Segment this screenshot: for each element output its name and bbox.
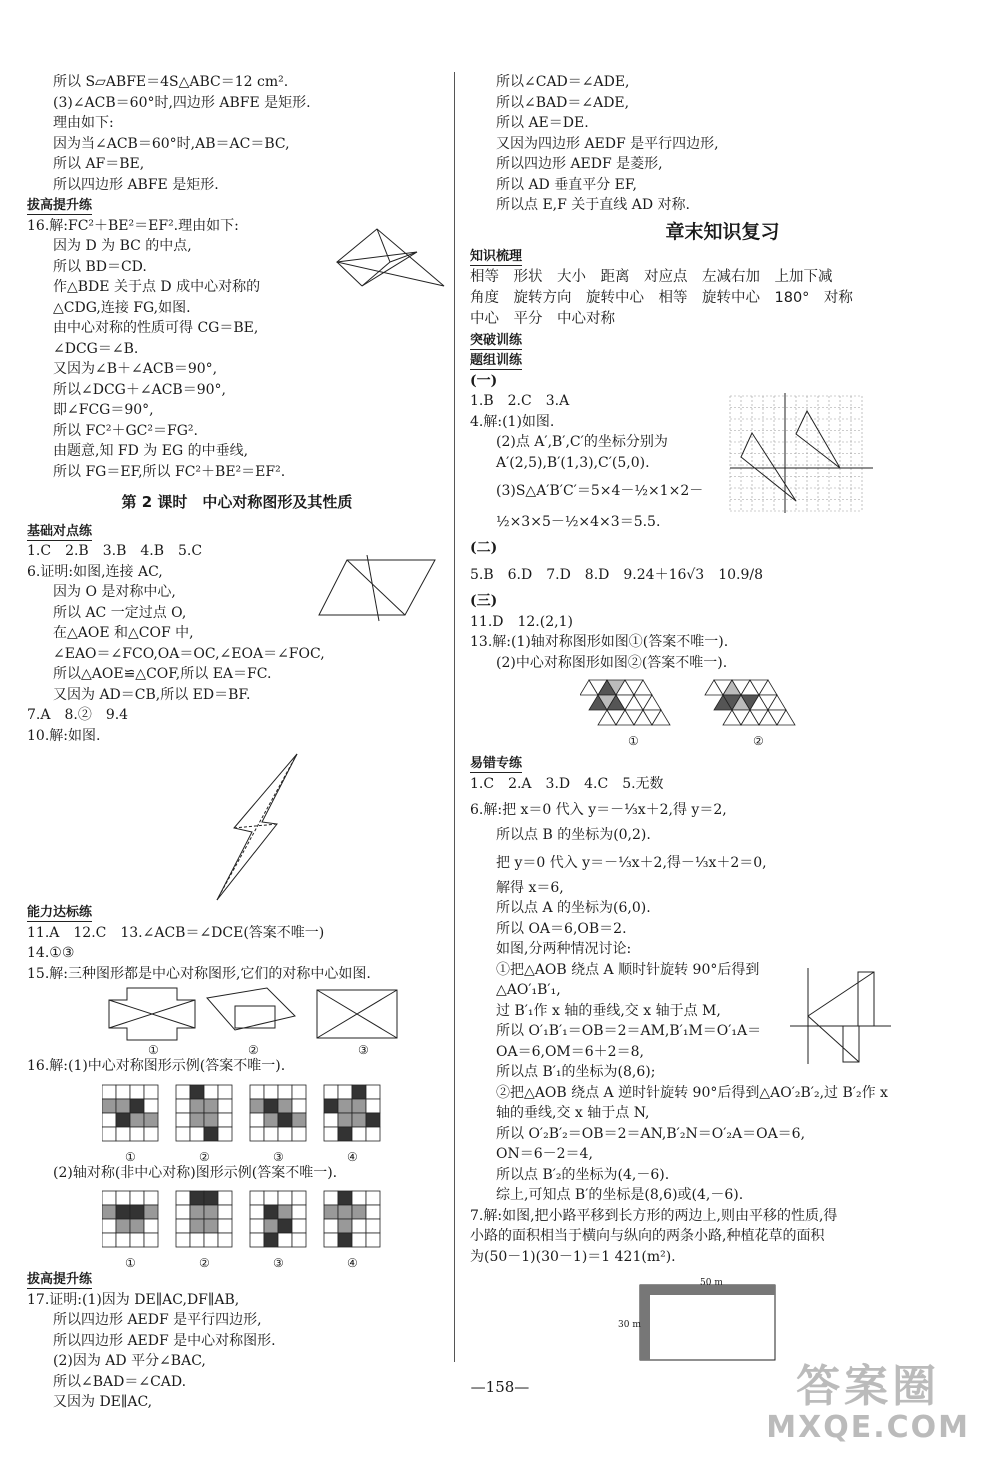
text-line: 所以 BD＝CD. <box>53 258 147 275</box>
text-line: 又因为∠B＋∠ACB＝90°, <box>53 361 218 377</box>
grid-cell <box>338 1099 352 1113</box>
grid-cell <box>324 1205 338 1219</box>
text-line: (3)S△A′B′C′＝5×4－½×1×2－ <box>496 483 704 499</box>
grid-example <box>102 1191 158 1247</box>
text-line: 5.B 6.D 7.D 8.D 9.24＋16√3 10.9/8 <box>470 566 764 583</box>
grid-examples-1 <box>102 1081 402 1145</box>
grid-cell <box>204 1099 218 1113</box>
grid-cell <box>250 1127 264 1141</box>
width-label: 50 m <box>700 1278 723 1288</box>
grid-cell <box>352 1219 366 1233</box>
text-line: 又因为四边形 AEDF 是平行四边形, <box>496 135 719 152</box>
figure-caption: ② <box>753 734 764 748</box>
text-line: 又因为 DE∥AC, <box>53 1394 153 1410</box>
grid-cell <box>102 1219 116 1233</box>
grid-example <box>250 1191 306 1247</box>
grid-cell <box>102 1205 116 1219</box>
grid-cell <box>116 1085 130 1099</box>
text-line: 所以 AE＝DE. <box>496 115 589 131</box>
grid-cell <box>144 1113 158 1127</box>
figure-caption: ③ <box>273 1256 284 1270</box>
figure-caption: ④ <box>347 1256 358 1270</box>
text-line: 又因为 AD＝CB,所以 ED＝BF. <box>53 686 251 703</box>
grid-cell <box>102 1127 116 1141</box>
right-column <box>470 72 975 1368</box>
grid-cell <box>292 1085 306 1099</box>
text-line: 所以点 B′₂的坐标为(4,－6). <box>496 1166 670 1183</box>
grid-cell <box>190 1099 204 1113</box>
text-line: (2)因为 AD 平分∠BAC, <box>53 1353 206 1369</box>
text-line: 解得 x＝6, <box>496 879 564 896</box>
grid-cell <box>250 1219 264 1233</box>
rotation-figure <box>788 966 893 1066</box>
grid-cell <box>338 1113 352 1127</box>
text-line: 所以 AD 垂直平分 EF, <box>496 176 637 193</box>
text-line: 1.B 2.C 3.A <box>470 393 570 409</box>
figure-caption: ① <box>148 1043 159 1057</box>
text-line: 15.解:三种图形都是中心对称图形,它们的对称中心如图. <box>27 965 371 982</box>
text-line: 所以点 B′₁的坐标为(8,6); <box>496 1064 656 1080</box>
grid-cell <box>116 1113 130 1127</box>
figure-caption: ③ <box>273 1149 284 1164</box>
grid-cell <box>176 1099 190 1113</box>
group-label: (二) <box>470 540 498 556</box>
grid-cell <box>366 1085 380 1099</box>
grid-cell <box>176 1219 190 1233</box>
page-number: —158— <box>470 1378 530 1396</box>
triangle-figure-16 <box>332 224 452 304</box>
text-line: 小路的面积相当于横向与纵向的两条小路,种植花草的面积 <box>470 1228 825 1244</box>
grid-cell <box>292 1127 306 1141</box>
grid-cell <box>190 1205 204 1219</box>
grid-cell <box>366 1205 380 1219</box>
section-heading: 拔高提升练 <box>27 1272 93 1287</box>
text-line: 7.解:如图,把小路平移到长方形的两边上,则由平移的性质,得 <box>470 1207 838 1224</box>
grid-cell <box>324 1099 338 1113</box>
grid-cell <box>218 1127 232 1141</box>
grid-row-2 <box>27 1183 447 1269</box>
figure-15-row <box>27 984 447 1056</box>
text-line: 综上,可知点 B′的坐标是(8,6)或(4,－6). <box>496 1187 744 1203</box>
grid-cell <box>130 1113 144 1127</box>
grid-cell <box>366 1219 380 1233</box>
errors-block <box>470 774 975 1268</box>
text-line: 所以∠BAD＝∠ADE, <box>496 94 630 111</box>
grid-cell <box>176 1113 190 1127</box>
grid-cell <box>250 1205 264 1219</box>
text-line: 1.C 2.B 3.B 4.B 5.C <box>27 543 203 559</box>
text-line: 所以△AOE≌△COF,所以 EA＝FC. <box>53 666 272 682</box>
text-line: 所以四边形 AEDF 是中心对称图形. <box>53 1332 276 1349</box>
text-line: 17.证明:(1)因为 DE∥AC,DF∥AB, <box>27 1291 240 1308</box>
grid-cell <box>190 1191 204 1205</box>
grid-cell <box>264 1085 278 1099</box>
section-heading: 易错专练 <box>470 756 523 771</box>
grid-cell <box>264 1099 278 1113</box>
grid-cell <box>218 1233 232 1247</box>
parallelogram-figure <box>317 555 442 623</box>
text-line: 11.D 12.(2,1) <box>470 613 573 630</box>
text-line: 1.C 2.A 3.D 4.C 5.无数 <box>470 775 664 792</box>
triangle-grid-figures <box>580 675 820 729</box>
grid-cell <box>130 1205 144 1219</box>
text-line: 所以 FG＝EF,所以 FC²＋BE²＝EF². <box>53 463 286 480</box>
text-line: 为(50－1)(30－1)＝1 421(m²). <box>470 1248 676 1265</box>
text-line: 7.A 8.② 9.4 <box>27 707 129 723</box>
text-line: ½×3×5－½×4×3＝5.5. <box>496 513 661 530</box>
text-line: △CDG,连接 FG,如图. <box>53 299 191 316</box>
grid-cell <box>204 1191 218 1205</box>
grid-cell <box>250 1113 264 1127</box>
text-line: ∠DCG＝∠B. <box>53 340 139 357</box>
grid-cell <box>102 1233 116 1247</box>
text-line: (2)点 A′,B′,C′的坐标分别为 <box>496 434 668 450</box>
figure-caption: ② <box>199 1256 210 1270</box>
text-line: 6.解:把 x＝0 代入 y＝－⅓x＋2,得 y＝2, <box>470 802 727 818</box>
grid-cell <box>190 1085 204 1099</box>
text-line: 因为当∠ACB＝60°时,AB＝AC＝BC, <box>53 135 290 152</box>
grid-cell <box>264 1219 278 1233</box>
lesson-title: 第 2 课时 中心对称图形及其性质 <box>121 493 353 511</box>
figure-caption: ② <box>199 1149 210 1164</box>
figure-caption: ① <box>125 1149 136 1164</box>
grid-example <box>176 1191 232 1247</box>
column-divider <box>454 72 455 1362</box>
text-line: 4.解:(1)如图. <box>470 413 555 430</box>
text-line: 作△BDE 关于点 D 成中心对称的 <box>53 279 261 295</box>
grid-cell <box>144 1233 158 1247</box>
grid-cell <box>338 1233 352 1247</box>
text-line: 所以∠CAD＝∠ADE, <box>496 74 630 90</box>
group-label: (一) <box>470 372 498 389</box>
grid-cell <box>278 1233 292 1247</box>
text-line: 11.A 12.C 13.∠ACB＝∠DCE(答案不唯一) <box>27 924 325 941</box>
text-line: 在△AOE 和△COF 中, <box>53 625 194 641</box>
text-line: 6.证明:如图,连接 AC, <box>27 563 163 580</box>
text-line: 13.解:(1)轴对称图形如图①(答案不唯一). <box>470 634 729 650</box>
text-line: 所以点 A 的坐标为(6,0). <box>496 900 651 916</box>
text-line: 所以 O′₂B′₂＝OB＝2＝AN,B′₂N＝O′₂A＝OA＝6, <box>496 1125 806 1142</box>
grid-cell <box>204 1085 218 1099</box>
grid-cell <box>144 1191 158 1205</box>
grid-example <box>324 1085 380 1141</box>
grid-cell <box>264 1233 278 1247</box>
grid-cell <box>218 1191 232 1205</box>
text-line: 所以点 B 的坐标为(0,2). <box>496 826 651 843</box>
text-line: 由题意,知 FD 为 EG 的中垂线, <box>53 443 249 459</box>
grid-cell <box>176 1127 190 1141</box>
grid-cell <box>250 1085 264 1099</box>
text-line: ①把△AOB 绕点 A 顺时针旋转 90°后得到 <box>496 961 760 978</box>
grid-cell <box>176 1085 190 1099</box>
text-line: 把 y＝0 代入 y＝－⅓x＋2,得－⅓x＋2＝0, <box>496 855 767 871</box>
text-line: △AO′₁B′₁, <box>496 982 561 998</box>
grid-cell <box>338 1127 352 1141</box>
grid-cell <box>278 1219 292 1233</box>
group-label: (三) <box>470 593 498 609</box>
grid-cell <box>292 1113 306 1127</box>
text-line: 所以∠DCG＋∠ACB＝90°, <box>53 381 226 398</box>
grid-cell <box>218 1113 232 1127</box>
grid-cell <box>116 1099 130 1113</box>
grid-cell <box>292 1205 306 1219</box>
text-line: 所以四边形 ABFE 是矩形. <box>53 176 219 193</box>
triangle-a-prime <box>796 411 840 468</box>
grid-cell <box>352 1127 366 1141</box>
grid-cell <box>324 1113 338 1127</box>
grid-cell <box>352 1205 366 1219</box>
grid-cell <box>204 1233 218 1247</box>
grid-cell <box>250 1099 264 1113</box>
grid-cell <box>102 1113 116 1127</box>
grid-cell <box>176 1205 190 1219</box>
watermark-logo: 答案圈 MXQE.COM <box>766 1361 970 1445</box>
left-column <box>27 72 447 1413</box>
text-line: 过 B′₁作 x 轴的垂线,交 x 轴于点 M, <box>496 1002 721 1019</box>
grid-cell <box>338 1205 352 1219</box>
grid-cell <box>116 1191 130 1205</box>
figure-caption: ④ <box>347 1149 358 1164</box>
grid-cell <box>352 1113 366 1127</box>
grid-cell <box>292 1099 306 1113</box>
chapter-title: 章末知识复习 <box>665 220 780 243</box>
grid-cell <box>190 1113 204 1127</box>
grid-cell <box>116 1233 130 1247</box>
grid-cell <box>102 1085 116 1099</box>
grid-cell <box>190 1219 204 1233</box>
text-line: (2)中心对称图形如图②(答案不唯一). <box>496 654 728 671</box>
grid-cell <box>324 1219 338 1233</box>
grid-cell <box>130 1219 144 1233</box>
grid-cell <box>352 1085 366 1099</box>
grid-cell <box>144 1205 158 1219</box>
grid-cell <box>204 1219 218 1233</box>
grid-cell <box>116 1219 130 1233</box>
grid-cell <box>324 1191 338 1205</box>
section-heading: 基础对点练 <box>27 523 93 539</box>
grid-cell <box>204 1205 218 1219</box>
grid-cell <box>144 1127 158 1141</box>
grid-cell <box>218 1099 232 1113</box>
grid-cell <box>130 1233 144 1247</box>
grid-cell <box>338 1085 352 1099</box>
knowledge-line: 中心 平分 中心对称 <box>470 310 615 327</box>
text-line: 由中心对称的性质可得 CG＝BE, <box>53 320 259 336</box>
grid-cell <box>190 1233 204 1247</box>
text-line: 所以 OA＝6,OB＝2. <box>496 920 627 937</box>
rectangle-figure-block <box>470 1273 975 1368</box>
figure-caption: ③ <box>358 1043 369 1057</box>
grid-cell <box>250 1233 264 1247</box>
grid-cell <box>102 1191 116 1205</box>
text-line: 16.解:FC²＋BE²＝EF².理由如下: <box>27 217 239 234</box>
grid-cell <box>218 1085 232 1099</box>
grid-cell <box>366 1191 380 1205</box>
grid-cell <box>278 1205 292 1219</box>
knowledge-line: 相等 形状 大小 距离 对应点 左减右加 上加下减 <box>470 268 833 285</box>
grid-cell <box>278 1113 292 1127</box>
grid-cell <box>116 1205 130 1219</box>
grid-cell <box>176 1233 190 1247</box>
triangle-abc <box>741 433 796 501</box>
grid-cell <box>278 1127 292 1141</box>
grid-cell <box>292 1191 306 1205</box>
grid-cell <box>292 1233 306 1247</box>
grid-cell <box>324 1127 338 1141</box>
grid-cell <box>366 1113 380 1127</box>
grid-cell <box>130 1191 144 1205</box>
text-line: 所以 FC²＋GC²＝FG². <box>53 422 198 439</box>
grid-cell <box>130 1127 144 1141</box>
text-line: 如图,分两种情况讨论: <box>496 941 632 957</box>
grid-cell <box>324 1085 338 1099</box>
grid-cell <box>250 1191 264 1205</box>
text-line: 14.①③ <box>27 945 75 961</box>
grid-cell <box>338 1191 352 1205</box>
text-line: 所以四边形 AEDF 是平行四边形, <box>53 1312 262 1328</box>
triangle-grid <box>705 680 795 725</box>
grid-lines <box>730 396 862 511</box>
grid-cell <box>292 1219 306 1233</box>
text-line: OA＝6,OM＝6＋2＝8, <box>496 1043 644 1060</box>
section-heading: 知识梳理 <box>470 249 523 264</box>
section-heading: 突破训练 <box>470 332 523 348</box>
grid-cell <box>190 1127 204 1141</box>
basic-block <box>27 541 447 746</box>
grid-example <box>250 1085 306 1141</box>
grid-cell <box>264 1113 278 1127</box>
text-line: ON＝6－2＝4, <box>496 1146 593 1162</box>
text-line: 因为 O 是对称中心, <box>53 584 176 600</box>
grid-cell <box>264 1205 278 1219</box>
grid-cell <box>144 1099 158 1113</box>
grid-cell <box>352 1191 366 1205</box>
grid-cell <box>144 1085 158 1099</box>
height-label: 30 m <box>618 1320 641 1330</box>
figure-caption: ① <box>628 734 639 748</box>
grid-cell <box>130 1099 144 1113</box>
grid-cell <box>264 1191 278 1205</box>
text-line: 16.解:(1)中心对称图形示例(答案不唯一). <box>27 1058 286 1074</box>
grid-cell <box>352 1099 366 1113</box>
grid-example <box>176 1085 232 1141</box>
knowledge-line: 角度 旋转方向 旋转中心 相等 旋转中心 180° 对称 <box>470 289 853 306</box>
text-line: 因为 D 为 BC 的中点, <box>53 238 192 254</box>
text-line: 所以 S▱ABFE＝4S△ABC＝12 cm². <box>53 74 289 90</box>
grid-cell <box>218 1205 232 1219</box>
grid-cell <box>144 1219 158 1233</box>
text-line: 所以 O′₁B′₁＝OB＝2＝AM,B′₁M＝O′₁A＝ <box>496 1023 762 1039</box>
triangle-grid <box>580 680 670 725</box>
text-line: 所以点 E,F 关于直线 AD 对称. <box>496 197 690 213</box>
figure-caption: ① <box>125 1256 136 1270</box>
grid-cell <box>278 1085 292 1099</box>
coordinate-grid-figure <box>725 391 875 516</box>
text-line: ②把△AOB 绕点 A 逆时针旋转 90°后得到△AO′₂B′₂,过 B′₂作 x <box>496 1084 888 1101</box>
grid-cell <box>324 1233 338 1247</box>
text-line: 所以 AF＝BE, <box>53 156 145 172</box>
grid-cell <box>352 1233 366 1247</box>
grid-cell <box>278 1099 292 1113</box>
grid-cell <box>176 1191 190 1205</box>
grid-cell <box>204 1113 218 1127</box>
text-line: (2)轴对称(非中心对称)图形示例(答案不唯一). <box>53 1164 338 1181</box>
grid-cell <box>366 1099 380 1113</box>
text-line: ∠EAO＝∠FCO,OA＝OC,∠EOA＝∠FOC, <box>53 645 325 662</box>
group-1-block <box>470 391 975 532</box>
text-line: 即∠FCG＝90°, <box>53 402 154 418</box>
section-heading: 能力达标练 <box>27 905 93 920</box>
text-line: 10.解:如图. <box>27 727 101 744</box>
grid-cell <box>218 1219 232 1233</box>
grid-cell <box>204 1127 218 1141</box>
symmetry-shapes <box>107 986 407 1042</box>
text-line: A′(2,5),B′(1,3),C′(5,0). <box>496 454 650 471</box>
text-line: (3)∠ACB＝60°时,四边形 ABFE 是矩形. <box>53 94 311 111</box>
grid-cell <box>130 1085 144 1099</box>
grid-row-1 <box>27 1077 447 1163</box>
section-heading: 拔高提升练 <box>27 198 93 213</box>
grid-cell <box>116 1127 130 1141</box>
text-line: 理由如下: <box>53 115 114 131</box>
figure-caption: ② <box>248 1043 259 1057</box>
text-line: 轴的垂线,交 x 轴于点 N, <box>496 1105 650 1121</box>
garden-rectangle-figure <box>620 1283 780 1363</box>
grid-cell <box>366 1233 380 1247</box>
grid-cell <box>338 1219 352 1233</box>
grid-example <box>324 1191 380 1247</box>
text-line: 所以四边形 AEDF 是菱形, <box>496 156 663 172</box>
triangle-grid-row <box>470 673 975 753</box>
lightning-figure <box>212 752 322 902</box>
grid-example <box>102 1085 158 1141</box>
question-16-block <box>27 216 447 483</box>
grid-cell <box>264 1127 278 1141</box>
grid-cell <box>366 1127 380 1141</box>
text-line: 所以∠BAD＝∠CAD. <box>53 1373 187 1390</box>
grid-examples-2 <box>102 1187 402 1251</box>
text-line: 所以 AC 一定过点 O, <box>53 604 187 621</box>
section-heading: 题组训练 <box>470 353 523 368</box>
grid-cell <box>102 1099 116 1113</box>
grid-cell <box>278 1191 292 1205</box>
